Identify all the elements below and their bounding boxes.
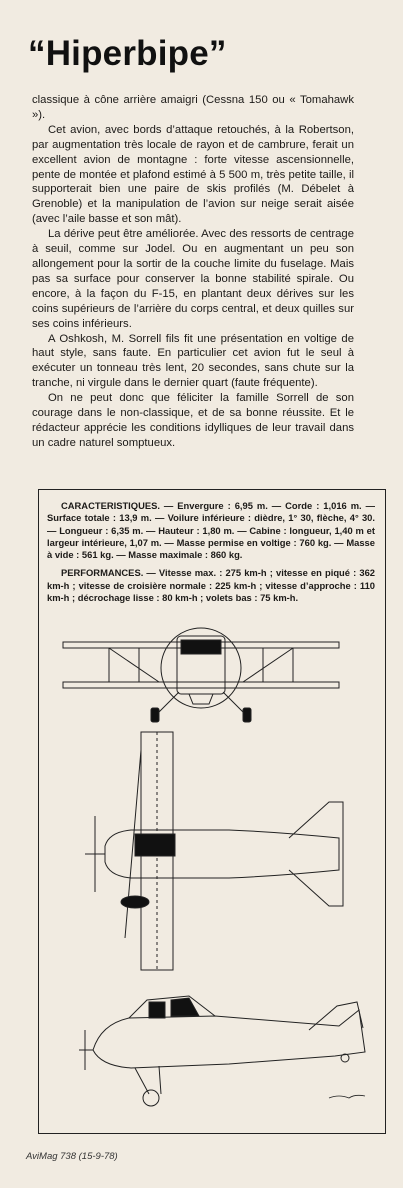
article-paragraph: classique à cône arrière amaigri (Cessna 150 ou « Tomahawk »). [32,94,354,121]
article-title: “Hiperbipe” [28,34,227,73]
side-view-drawing [79,996,365,1106]
article-paragraph: Cet avion, avec bords d’attaque retouchés, à la Robertson, par augmentation très locale de rayon et de cambrure, ferait un excellent avion de montagne : forte vitesse ascensionnelle, pente de montée et plafond estimé à 5 500 m, très petite taille, il supporterait bien une paire de skis profilés (M. Débelet à Grenoble) et la manipulation de l’avion sur neige serait aisée (avec l’aile basse et son mât). [32,123,354,226]
article-body [32,93,354,451]
article-paragraph: La dérive peut être améliorée. Avec des ressorts de centrage à seuil, comme sur Jodel. Ou en augmentant un peu son allongement pour la sortir de la couche limite du fuselage. Mais pas sa surface pour conserver la bonne stabilité spirale. Ou encore, à la façon du F-15, en plantant deux dérives sur les coins supérieurs de l’arrière du corps central, et deux quilles sur ses coins inférieurs. [32,228,354,330]
article-paragraph: On ne peut donc que féliciter la famille Sorrell de son courage dans le non-classique, et de sa bonne réussite. Et le rédacteur apprécie les conditions idylliques de leur travail dans un cadre naturel somptueux. [32,392,354,449]
article-paragraph: A Oshkosh, M. Sorrell fils fit une présentation en voltige de haut style, sans faute. En particulier cet avion fut le seul à exécuter un tonneau très lent, 20 secondes, sans chute sur la tranche, ni virgule dans le dernier quart (faute fréquente). [32,332,354,390]
front-view-drawing [63,628,339,722]
top-view-drawing [85,732,343,970]
specifications-box [38,489,386,1134]
specifications-text [47,500,375,610]
characteristics-paragraph: CARACTERISTIQUES. — Envergure : 6,95 m. — Corde : 1,016 m. — Surface totale : 13,9 m. — Voilure inférieure : dièdre, 1° 30, flèche, 4° 30. — Longueur : 6,35 m. — Hauteur : 1,80 m. — Cabine : longueur, 1,40 m et largeur intérieure, 1,07 m. — Masse permise en voltige : 760 kg. — Masse à vide : 561 kg. — Masse maximale : 860 kg. [47,500,375,561]
performances-paragraph: PERFORMANCES. — Vitesse max. : 275 km-h ; vitesse en piqué : 362 km-h ; vitesse de croisière normale : 225 km-h ; vitesse d’approche : 110 km-h ; décrochage lisse : 80 km-h ; volets bas : 75 km-h. [47,567,375,604]
aircraft-three-view-drawing [39,620,385,1132]
page-footer: AviMag 738 (15-9-78) [26,1151,118,1162]
